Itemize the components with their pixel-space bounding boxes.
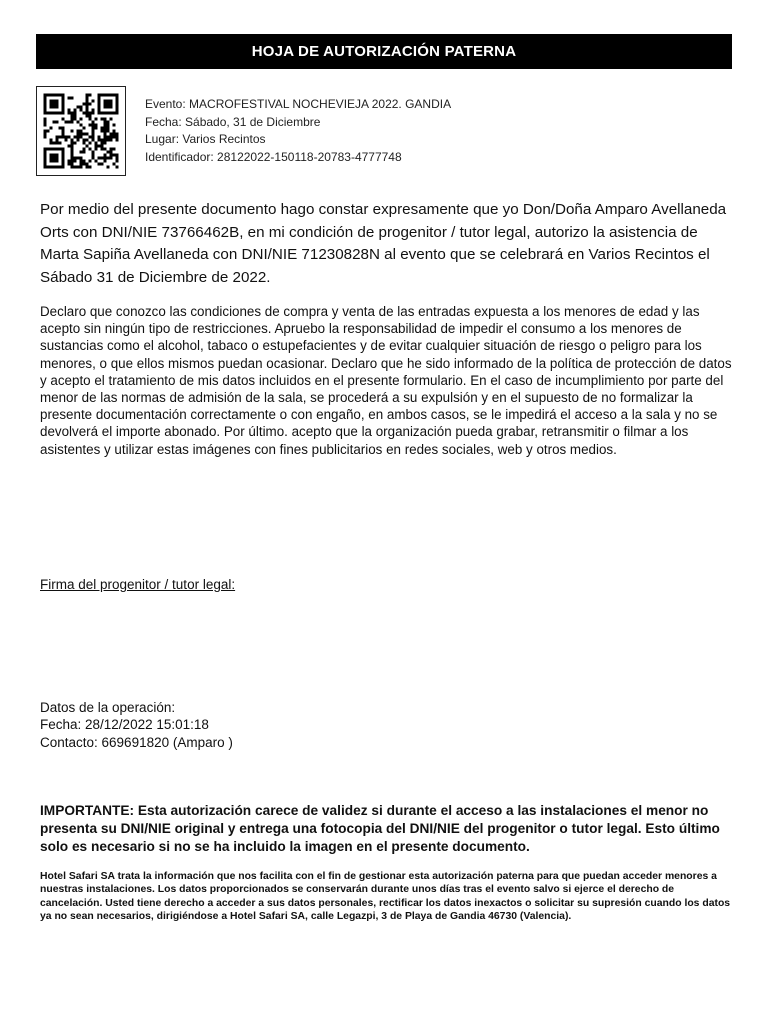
event-date: Fecha: Sábado, 31 de Diciembre bbox=[145, 114, 321, 129]
event-info bbox=[145, 96, 451, 166]
authorization-paragraph: Por medio del presente documento hago constar expresamente que yo Don/Doña Amparo Avellaneda Orts con DNI/NIE 73766462B, en mi condición de progenitor / tutor legal, autorizo la asistencia de Marta Sapiña Avellaneda con DNI/NIE 71230828N al evento que se celebrará en Varios Recintos el Sábado 31 de Diciembre de 2022. bbox=[40, 201, 727, 286]
operation-contact: Contacto: 669691820 (Amparo ) bbox=[40, 734, 233, 750]
operation-details bbox=[40, 699, 233, 751]
important-label: IMPORTANTE: bbox=[40, 803, 135, 818]
important-notice bbox=[40, 802, 732, 856]
event-name: Evento: MACROFESTIVAL NOCHEVIEJA 2022. GANDIA bbox=[145, 97, 452, 111]
operation-date: Fecha: 28/12/2022 15:01:18 bbox=[40, 717, 209, 733]
signature-label: Firma del progenitor / tutor legal: bbox=[40, 577, 236, 592]
declaration-paragraph: Declaro que conozco las condiciones de compra y venta de las entradas expuesta a los menores de edad y las acepto sin ningún tipo de restricciones. Apruebo la responsabilidad de impedir el consumo a los menores de sustancias como el alcohol, tabaco o estupefacientes y de evitar cualquier situación de riesgo o peligro para los menores, o que ellos mismos puedan ocasionar. Declaro que he sido informado de la política de protección de datos y acepto el tratamiento de mis datos incluidos en el presente formulario. En el caso de incumplimiento por parte del menor de las normas de admisión de la sala, se procederá a su expulsión y en el supuesto de no formalizar la presente documentación correctamente o con engaño, en ambos casos, se le impedirá el acceso a la sala y no se devolverá el importe abonado. Por último. acepto que la organización pueda grabar, retransmitir o filmar a los asistentes y utilizar estas imágenes con fines publicitarios en redes sociales, web y otros medios. bbox=[40, 304, 732, 457]
operation-heading: Datos de la operación: bbox=[40, 700, 176, 715]
event-identifier: Identificador: 28122022-150118-20783-4777748 bbox=[145, 149, 402, 164]
document-title-bar bbox=[36, 34, 732, 69]
privacy-notice: Hotel Safari SA trata la información que nos facilita con el fin de gestionar esta autorización paterna para que puedan acceder menores a nuestras instalaciones. Los datos proporcionados se conservarán durante unos días tras el evento salvo si ejerce el derecho de cancelación. Usted tiene derecho a acceder a sus datos personales, rectificar los datos inexactos o solicitar su supresión cuando los datos ya no sean necesarios, dirigiéndose a Hotel Safari SA, calle Legazpi, 3 de Playa de Gandia 46730 (Valencia). bbox=[40, 871, 731, 922]
qr-code-frame bbox=[36, 86, 126, 176]
event-venue: Lugar: Varios Recintos bbox=[145, 132, 266, 146]
qr-code-icon bbox=[42, 92, 120, 170]
document-title: HOJA DE AUTORIZACIÓN PATERNA bbox=[251, 43, 517, 60]
important-text: Esta autorización carece de validez si durante el acceso a las instalaciones el menor no presenta su DNI/NIE original y entrega una fotocopia del DNI/NIE del progenitor o tutor legal. Esto último solo es necesario si no se ha incluido la imagen en el presente documento. bbox=[40, 803, 720, 854]
